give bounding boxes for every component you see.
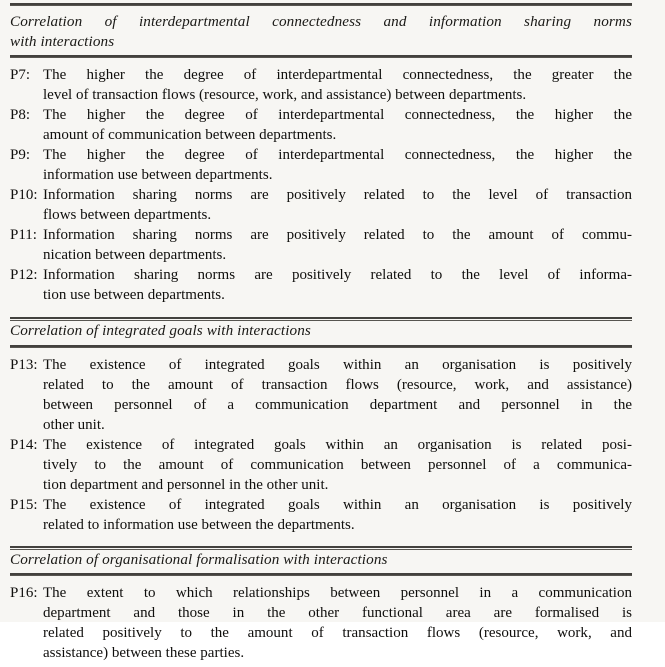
proposition-text-line: related to the amount of transaction flows (resource, work, and assistance) (43, 376, 632, 393)
proposition-text (43, 225, 632, 265)
proposition-text-line: level of transaction flows (resource, work, and assistance) between departments. (43, 87, 527, 103)
proposition-row (10, 65, 632, 105)
proposition-row (10, 265, 632, 305)
proposition-row (10, 185, 632, 225)
proposition-row (10, 225, 632, 265)
section-heading-underrule (10, 55, 632, 58)
horizontal-rule (10, 5, 632, 6)
proposition-label: P10: (10, 187, 38, 203)
proposition-text-line: information use between departments. (43, 167, 273, 183)
proposition-text (43, 65, 632, 105)
section-top-rule (10, 546, 632, 550)
section-heading-line: with interactions (10, 32, 115, 50)
section-heading-line: Correlation of organisational formalisation with interactions (10, 550, 388, 568)
section-spacer (10, 305, 632, 310)
proposition-row (10, 355, 632, 435)
section-heading-underrule (10, 573, 632, 576)
proposition-text-line: The higher the degree of interdepartmental connectedness, the higher the (43, 107, 632, 123)
section-heading-underrule (10, 345, 632, 348)
proposition-text-line: Information sharing norms are positively related to the amount of commu- (43, 227, 632, 243)
proposition-label: P16: (10, 585, 38, 601)
proposition-text-line: department and those in the other functional area are formalised is (43, 605, 632, 621)
proposition-text-line: related positively to the amount of transaction flows (resource, work, and (43, 625, 632, 641)
proposition-row (10, 495, 632, 535)
proposition-text (43, 495, 632, 535)
section-heading (10, 12, 632, 51)
proposition-label: P12: (10, 267, 38, 283)
proposition-text-line: amount of communication between departments. (43, 127, 337, 143)
section-heading-line: Correlation of integrated goals with interactions (10, 322, 311, 339)
section-heading (10, 550, 632, 570)
proposition-text-line: tion use between departments. (43, 287, 225, 303)
proposition-text (43, 355, 632, 435)
horizontal-rule (10, 347, 632, 348)
proposition-text (43, 435, 632, 495)
section-heading-line: Correlation of interdepartmental connectedness and information sharing norms (10, 13, 632, 30)
section-spacer (10, 663, 632, 667)
proposition-text-line: The extent to which relationships between personnel in a communication (43, 585, 632, 601)
proposition-text-line: Information sharing norms are positively related to the level of informa- (43, 267, 632, 283)
proposition-label: P8: (10, 107, 31, 123)
proposition-row (10, 435, 632, 495)
proposition-text-line: The higher the degree of interdepartmental connectedness, the greater the (43, 67, 632, 83)
proposition-list (10, 355, 632, 535)
proposition-text-line: tively to the amount of communication between personnel of a communica- (43, 456, 632, 473)
horizontal-rule (10, 575, 632, 576)
proposition-label: P13: (10, 356, 38, 373)
table-body (10, 0, 632, 667)
horizontal-rule (10, 320, 632, 321)
horizontal-rule (10, 57, 632, 58)
proposition-label: P7: (10, 67, 31, 83)
horizontal-rule (10, 546, 632, 548)
horizontal-rule (10, 549, 632, 550)
proposition-row (10, 145, 632, 185)
proposition-text-line: The higher the degree of interdepartmental connectedness, the higher the (43, 147, 632, 163)
proposition-text-line: between personnel of a communication department and personnel in the (43, 396, 632, 413)
proposition-text-line: other unit. (43, 416, 105, 433)
proposition-list (10, 65, 632, 305)
proposition-list (10, 583, 632, 663)
proposition-text (43, 185, 632, 225)
proposition-text (43, 145, 632, 185)
proposition-text-line: The existence of integrated goals within an organisation is positively (43, 496, 632, 513)
proposition-text-line: tion department and personnel in the other unit. (43, 476, 329, 493)
section-spacer (10, 535, 632, 539)
proposition-label: P15: (10, 496, 38, 513)
proposition-label: P11: (10, 227, 37, 243)
proposition-text (43, 105, 632, 145)
proposition-text (43, 265, 632, 305)
proposition-row (10, 583, 632, 663)
proposition-label: P14: (10, 436, 38, 453)
proposition-text-line: Information sharing norms are positively related to the level of transaction (43, 187, 632, 203)
proposition-text-line: The existence of integrated goals within an organisation is related posi- (43, 436, 632, 453)
proposition-text-line: nication between departments. (43, 247, 227, 263)
proposition-text-line: The existence of integrated goals within an organisation is positively (43, 356, 632, 373)
propositions-table (10, 3, 632, 667)
section-top-rule (10, 3, 632, 6)
proposition-text-line: flows between departments. (43, 207, 212, 223)
horizontal-rule (10, 317, 632, 319)
section-top-rule (10, 317, 632, 321)
proposition-row (10, 105, 632, 145)
proposition-text (43, 583, 632, 663)
proposition-text-line: related to information use between the departments. (43, 516, 355, 533)
proposition-text-line: assistance) between these parties. (43, 645, 245, 661)
section-heading (10, 321, 632, 341)
proposition-label: P9: (10, 147, 31, 163)
